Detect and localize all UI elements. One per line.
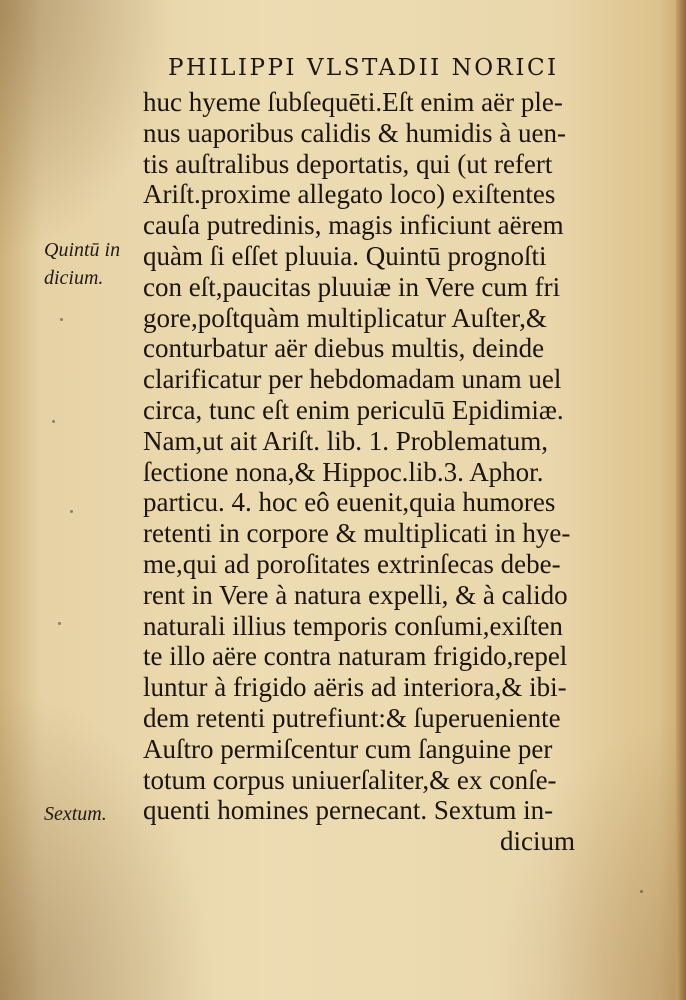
text-line: clarificatur per hebdomadam unam uel [143, 364, 562, 395]
text-line: naturali illius temporis conſumi,exiſten [143, 610, 563, 641]
paper-speck [70, 510, 73, 513]
marginal-note-quintum [44, 236, 120, 292]
text-line: con eſt,paucitas pluuiæ in Vere cum fri [143, 271, 561, 302]
text-line: tis auſtralibus deportatis, qui (ut refert [143, 148, 553, 179]
marginal-note-line: Quintū in [44, 239, 121, 261]
text-line: nus uaporibus calidis & humidis à uen- [143, 117, 566, 148]
paper-speck [52, 420, 55, 423]
text-line: me,qui ad poroſitates extrinſecas debe- [143, 548, 561, 579]
text-line: huc hyeme ſubſequēti.Eſt enim aër ple- [143, 87, 563, 117]
text-line: Nam,ut ait Ariſt. lib. 1. Problematum, [143, 425, 548, 456]
marginal-note-line: dicium. [44, 267, 104, 289]
text-line: gore,poſtquàm multiplicatur Auſter,& [143, 302, 547, 333]
text-line: circa, tunc eſt enim periculū Epidimiæ. [143, 394, 564, 425]
text-line: dem retenti putrefiunt:& ſuperueniente [143, 702, 561, 733]
paper-speck [58, 622, 61, 625]
paper-speck [640, 890, 643, 893]
text-line: quenti homines pernecant. Sextum in- [143, 795, 554, 826]
text-line: ſectione nona,& Hippoc.lib.3. Aphor. [143, 456, 544, 487]
text-line: retenti in corpore & multiplicati in hye- [143, 518, 571, 549]
page-edge [676, 0, 686, 1000]
text-line: Auſtro permiſcentur cum ſanguine per [143, 733, 553, 764]
text-line: Ariſt.proxime allegato loco) exiſtentes [143, 179, 556, 210]
text-line: conturbatur aër diebus multis, deinde [143, 333, 545, 364]
text-line: rent in Vere à natura expelli, & à calido [143, 579, 568, 610]
text-line: quàm ſi eſſet pluuia. Quintū prognoſti [143, 240, 547, 271]
text-line: luntur à frigido aëris ad interiora,& ibi- [143, 672, 567, 703]
text-line: totum corpus uniuerſaliter,& ex conſe- [143, 764, 557, 795]
text-line: particu. 4. hoc eô euenit,quia humores [143, 487, 556, 518]
paper-speck [60, 318, 63, 321]
text-line: te illo aëre contra naturam frigido,repel [143, 641, 568, 672]
running-header: PHILIPPI VLSTADII NORICI [168, 55, 559, 81]
body-text [143, 87, 603, 857]
catchword: dicium [500, 826, 575, 857]
marginal-note-sextum: Sextum. [44, 803, 107, 825]
text-line: cauſa putredinis, magis inficiunt aërem [143, 210, 564, 241]
